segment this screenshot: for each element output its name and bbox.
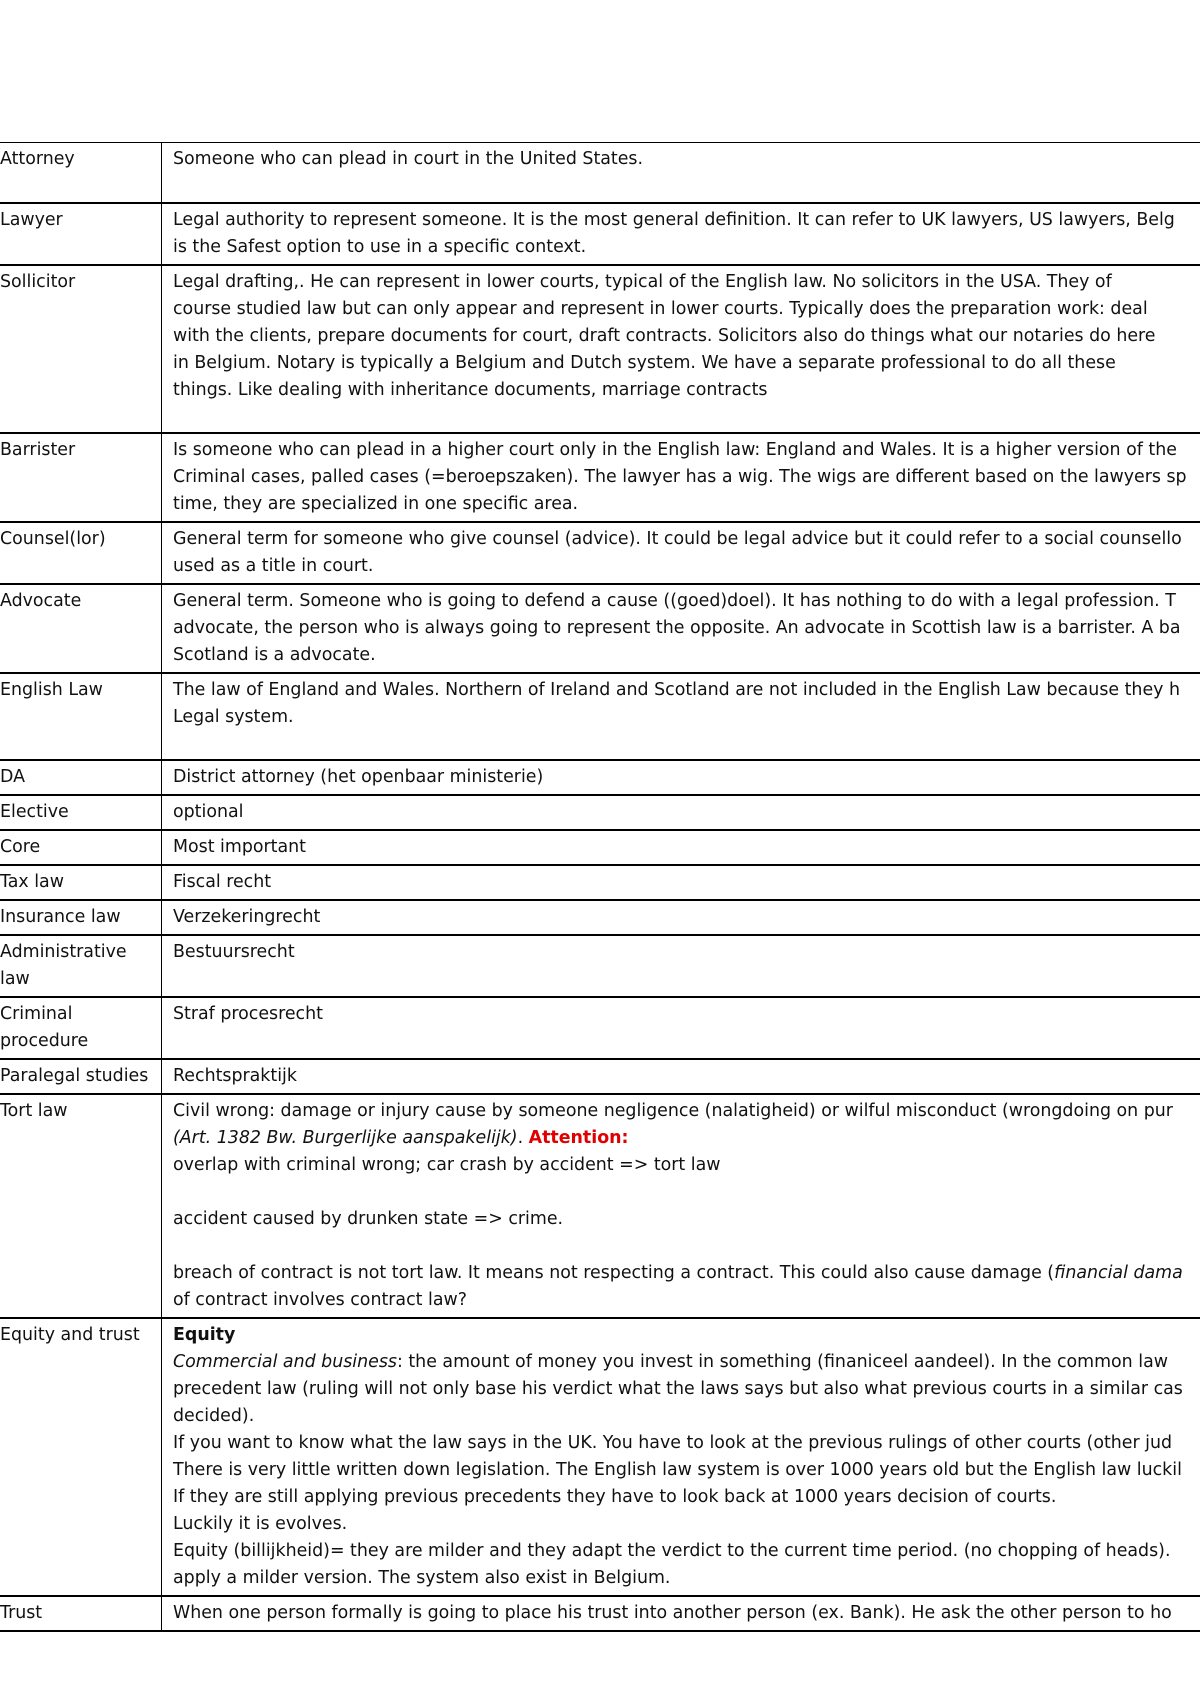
definition-line	[173, 1600, 1200, 1627]
definition-line	[173, 350, 1200, 377]
definition-text: When one person formally is going to place his trust into another person (ex. Bank). He ask the other person to ho	[173, 1602, 1172, 1623]
definition-text: Legal drafting,. He can represent in lower courts, typical of the English law. No solicitors in the USA. They of	[173, 271, 1112, 292]
definition-text: Bestuursrecht	[173, 941, 295, 962]
definition-cell	[162, 584, 1200, 673]
term-cell: English Law	[0, 673, 162, 760]
table-row	[0, 673, 1200, 760]
attention-label: Attention:	[528, 1127, 629, 1148]
definition-cell	[162, 795, 1200, 830]
term-cell: Tax law	[0, 865, 162, 900]
glossary-body	[0, 143, 1200, 1631]
definition-text: Someone who can plead in court in the United States.	[173, 149, 644, 169]
definition-line	[173, 464, 1200, 491]
definition-text: accident caused by drunken state => crime.	[173, 1208, 564, 1229]
definition-line	[173, 1430, 1200, 1457]
table-row	[0, 433, 1200, 522]
definition-text: Rechtspraktijk	[173, 1065, 297, 1086]
definition-line	[173, 1511, 1200, 1538]
definition-cell	[162, 522, 1200, 584]
definition-line	[173, 588, 1200, 615]
table-row	[0, 935, 1200, 997]
term-cell: Trust	[0, 1596, 162, 1631]
definition-text: Equity (billijkheid)= they are milder and they adapt the verdict to the current time period. (no chopping of heads).	[173, 1540, 1171, 1561]
table-row	[0, 1596, 1200, 1631]
table-row	[0, 1059, 1200, 1094]
term-cell: Tort law	[0, 1094, 162, 1318]
definition-cell	[162, 265, 1200, 433]
definition-text: The law of England and Wales. Northern of Ireland and Scotland are not included in the English Law because they h	[173, 679, 1180, 700]
definition-text: financial dama	[1054, 1262, 1183, 1283]
definition-text: (Art. 1382 Bw. Burgerlijke aanspakelijk)	[173, 1127, 518, 1148]
definition-cell	[162, 203, 1200, 265]
definition-cell	[162, 433, 1200, 522]
term-cell: Lawyer	[0, 203, 162, 265]
definition-line	[173, 1565, 1200, 1592]
definition-text: There is very little written down legislation. The English law system is over 1000 years old but the English law luckil	[173, 1459, 1182, 1480]
definition-text: course studied law but can only appear and represent in lower courts. Typically does the preparation work: deal	[173, 298, 1148, 319]
definition-text: Scotland is a advocate.	[173, 644, 376, 665]
table-row	[0, 584, 1200, 673]
definition-line	[173, 146, 1200, 173]
term-cell: Attorney	[0, 143, 162, 203]
definition-line	[173, 526, 1200, 553]
definition-line	[173, 1152, 1200, 1179]
definition-line	[173, 234, 1200, 261]
table-row	[0, 760, 1200, 795]
definition-line	[173, 269, 1200, 296]
definition-text: breach of contract is not tort law. It means not respecting a contract. This could also cause damage (	[173, 1262, 1055, 1283]
definition-text: optional	[173, 801, 244, 822]
definition-text: Legal authority to represent someone. It is the most general definition. It can refer to UK lawyers, US lawyers, Belg	[173, 209, 1175, 230]
table-row	[0, 143, 1200, 203]
glossary-table	[0, 142, 1200, 1632]
table-row	[0, 1318, 1200, 1596]
definition-cell	[162, 830, 1200, 865]
definition-text: Criminal cases, palled cases (=beroepszaken). The lawyer has a wig. The wigs are different based on the lawyers sp	[173, 466, 1187, 487]
definition-line	[173, 207, 1200, 234]
table-row	[0, 522, 1200, 584]
definition-line	[173, 1179, 1200, 1206]
definition-line	[173, 1063, 1200, 1090]
definition-cell	[162, 673, 1200, 760]
definition-line	[173, 1125, 1200, 1152]
definition-text: apply a milder version. The system also exist in Belgium.	[173, 1567, 671, 1588]
table-row	[0, 830, 1200, 865]
term-cell: Elective	[0, 795, 162, 830]
definition-line	[173, 677, 1200, 704]
definition-text: Commercial and business	[173, 1351, 397, 1372]
table-row	[0, 265, 1200, 433]
definition-cell	[162, 1059, 1200, 1094]
table-row	[0, 795, 1200, 830]
definition-cell	[162, 760, 1200, 795]
definition-text: If they are still applying previous precedents they have to look back at 1000 years decision of courts.	[173, 1486, 1057, 1507]
term-cell: Barrister	[0, 433, 162, 522]
definition-cell	[162, 900, 1200, 935]
definition-line	[173, 1376, 1200, 1403]
term-cell: Counsel(lor)	[0, 522, 162, 584]
definition-cell	[162, 1094, 1200, 1318]
definition-text: Civil wrong: damage or injury cause by someone negligence (nalatigheid) or wilful misconduct (wrongdoing on pur	[173, 1100, 1173, 1121]
definition-line	[173, 1287, 1200, 1314]
term-cell: Insurance law	[0, 900, 162, 935]
term-cell: Sollicitor	[0, 265, 162, 433]
definition-line	[173, 834, 1200, 861]
definition-text: overlap with criminal wrong; car crash by accident => tort law	[173, 1154, 721, 1175]
definition-line	[173, 1233, 1200, 1260]
definition-line	[173, 491, 1200, 518]
definition-text: in Belgium. Notary is typically a Belgium and Dutch system. We have a separate professional to do all these	[173, 352, 1116, 373]
table-row	[0, 1094, 1200, 1318]
definition-line	[173, 939, 1200, 966]
definition-text: Most important	[173, 836, 306, 857]
definition-text: time, they are specialized in one specific area.	[173, 493, 579, 514]
definition-text: Luckily it is evolves.	[173, 1513, 348, 1534]
definition-text: of contract involves contract law?	[173, 1289, 467, 1310]
definition-text: .	[517, 1127, 529, 1148]
definition-line	[173, 1484, 1200, 1511]
definition-cell	[162, 935, 1200, 997]
definition-text: General term for someone who give counsel (advice). It could be legal advice but it could refer to a social counsello	[173, 528, 1182, 549]
definition-text: advocate, the person who is always going to represent the opposite. An advocate in Scottish law is a barrister. A ba	[173, 617, 1181, 638]
definition-line	[173, 437, 1200, 464]
definition-cell	[162, 1318, 1200, 1596]
definition-line	[173, 296, 1200, 323]
table-row	[0, 900, 1200, 935]
definition-text: Fiscal recht	[173, 871, 272, 892]
definition-line	[173, 704, 1200, 731]
definition-line	[173, 615, 1200, 642]
definition-line	[173, 904, 1200, 931]
term-cell: Equity and trust	[0, 1318, 162, 1596]
term-cell: Advocate	[0, 584, 162, 673]
term-cell: Paralegal studies	[0, 1059, 162, 1094]
definition-line	[173, 1349, 1200, 1376]
definition-line	[173, 323, 1200, 350]
definition-text: precedent law (ruling will not only base his verdict what the laws says but also what previous courts in a similar cas	[173, 1378, 1183, 1399]
definition-line	[173, 1457, 1200, 1484]
term-cell: Criminal procedure	[0, 997, 162, 1059]
definition-line	[173, 642, 1200, 669]
definition-line	[173, 869, 1200, 896]
definition-text: used as a title in court.	[173, 555, 374, 576]
term-cell: DA	[0, 760, 162, 795]
definition-cell	[162, 1596, 1200, 1631]
definition-text: If you want to know what the law says in the UK. You have to look at the previous rulings of other courts (other jud	[173, 1432, 1173, 1453]
definition-text: District attorney (het openbaar ministerie)	[173, 766, 544, 787]
term-cell: Core	[0, 830, 162, 865]
definition-line	[173, 764, 1200, 791]
definition-text: Equity	[173, 1324, 236, 1345]
definition-line	[173, 1206, 1200, 1233]
definition-line	[173, 1403, 1200, 1430]
definition-line	[173, 1260, 1200, 1287]
definition-line	[173, 553, 1200, 580]
definition-line	[173, 799, 1200, 826]
definition-text: Verzekeringrecht	[173, 906, 321, 927]
table-row	[0, 997, 1200, 1059]
definition-text: Is someone who can plead in a higher court only in the English law: England and Wales. It is a higher version of the	[173, 439, 1177, 460]
term-cell: Administrative law	[0, 935, 162, 997]
definition-text: is the Safest option to use in a specific context.	[173, 236, 587, 257]
definition-line	[173, 1098, 1200, 1125]
definition-text: Legal system.	[173, 706, 294, 727]
table-row	[0, 203, 1200, 265]
definition-text: decided).	[173, 1405, 255, 1426]
definition-text: with the clients, prepare documents for court, draft contracts. Solicitors also do things what our notaries do here	[173, 325, 1156, 346]
definition-cell	[162, 997, 1200, 1059]
definition-line	[173, 377, 1200, 404]
definition-text: Straf procesrecht	[173, 1003, 323, 1024]
definition-line	[173, 1538, 1200, 1565]
definition-text: General term. Someone who is going to defend a cause ((goed)doel). It has nothing to do with a legal profession. T	[173, 590, 1176, 611]
definition-text: : the amount of money you invest in something (finaniceel aandeel). In the common law	[396, 1351, 1168, 1372]
definition-line	[173, 1322, 1200, 1349]
definition-cell	[162, 865, 1200, 900]
definition-text: things. Like dealing with inheritance documents, marriage contracts	[173, 379, 768, 400]
definition-cell	[162, 143, 1200, 203]
table-row	[0, 865, 1200, 900]
definition-line	[173, 1001, 1200, 1028]
